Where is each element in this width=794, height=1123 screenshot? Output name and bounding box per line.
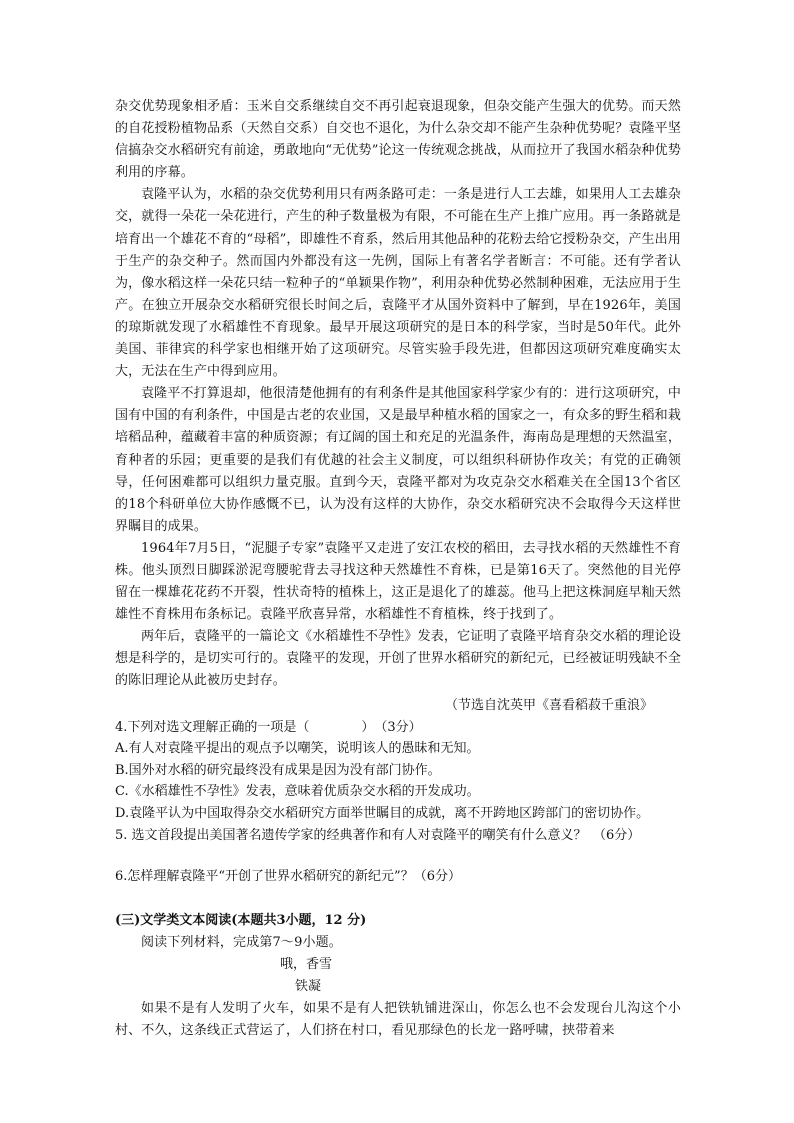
- passage-paragraph-5: 两年后，袁隆平的一篇论文《水稻雄性不孕性》发表，它证明了袁隆平培育杂交水稻的理论设想是科学的，是切实可行的。袁隆平的发现，开创了世界水稻研究的新纪元，已经被证明残缺不全的陈旧理论从此被历史封存。: [115, 629, 681, 689]
- passage-paragraph-4: 1964年7月5日，“泥腿子专家”袁隆平又走进了安江农校的稻田，去寻找水稻的天然雄性不育株。他头顶烈日脚踩淤泥弯腰驼背去寻找这种天然雄性不育株，已是第16天了。突然他的目光停留在一棵雄花花药不开裂，性状奇特的植株上，这正是退化了的雄蕊。他马上把这株洞庭早籼天然雄性不育株用布条标记。袁隆平欣喜异常，水稻雄性不育植株，终于找到了。: [115, 540, 681, 623]
- section-heading: (三)文学类文本阅读(本题共3小题，12 分): [115, 912, 367, 928]
- story-title: 哦，香雪: [280, 956, 333, 972]
- passage-source: （节选自沈英甲《喜看稻菽千重浪》: [444, 697, 653, 713]
- question-4-option-b: B.国外对水稻的研究最终没有成果是因为没有部门协作。: [115, 762, 441, 778]
- answer-space: [115, 846, 681, 866]
- question-4-option-d: D.袁隆平认为中国取得杂交水稻研究方面举世瞩目的成就，离不开跨地区跨部门的密切协作。: [115, 805, 650, 821]
- passage-paragraph-1: 杂交优势现象相矛盾：玉米自交系继续自交不再引起衰退现象，但杂交能产生强大的优势。而天然的自花授粉植物品系（天然自交系）自交也不退化，为什么杂交却不能产生杂种优势呢？袁隆平坚信搞杂交水稻研究有前途，勇敢地向“无优势”论这一传统观念挑战，从而拉开了我国水稻杂种优势利用的序幕。: [115, 99, 681, 181]
- story-opening-paragraph: 如果不是有人发明了火车，如果不是有人把铁轨铺进深山，你怎么也不会发现台儿沟这个小村、不久，这条线正式营运了，人们挤在村口，看见那绿色的长龙一路呼啸，挟带着来: [115, 1000, 681, 1038]
- question-4-stem: 4.下列对选文理解正确的一项是（ ） （3分）: [115, 719, 422, 735]
- question-4-option-a: A.有人对袁隆平提出的观点予以嘲笑，说明该人的愚昧和无知。: [115, 741, 480, 757]
- question-4-option-c: C.《水稻雄性不孕性》发表，意味着优质杂交水稻的开发成功。: [115, 784, 480, 800]
- document-body: [115, 96, 681, 1042]
- passage-paragraph-2: 袁隆平认为，水稻的杂交优势利用只有两条路可走：一条是进行人工去雄，如果用人工去雄杂交，就得一朵花一朵花进行，产生的种子数量极为有限，不可能在生产上推广应用。再一条路就是培育出一个雄花不育的“母稻”，即雄性不育系，然后用其他品种的花粉去给它授粉杂交，产生出用于生产的杂交种子。然而国内外都没有这一先例，国际上有著名学者断言：不可能。还有学者认为，像水稻这样一朵花只结一粒种子的“单颖果作物”，利用杂种优势必然制种困难，无法应用于生产。在独立开展杂交水稻研究很长时间之后，袁隆平才从国外资料中了解到，早在1926年，美国的琼斯就发现了水稻雄性不育现象。最早开展这项研究的是日本的科学家，当时是50年代。此外美国、菲律宾的科学家也相继开始了这项研究。尽管实验手段先进，但都因这项研究难度确实太大，无法在生产中得到应用。: [115, 187, 681, 380]
- section-instruction: 阅读下列材料，完成第7～9小题。: [141, 934, 342, 950]
- question-6: 6.怎样理解袁隆平“开创了世界水稻研究的新纪元”？（6分）: [115, 869, 461, 885]
- answer-space: [115, 888, 681, 910]
- passage-paragraph-3: 袁隆平不打算退却，他很清楚他拥有的有利条件是其他国家科学家少有的：进行这项研究，中国有中国的有利条件，中国是古老的农业国，又是最早种植水稻的国家之一，有众多的野生稻和栽培稻品种，蕴藏着丰富的种质资源；有辽阔的国土和充足的光温条件，海南岛是理想的天然温室，育种者的乐园；更重要的是我们有优越的社会主义制度，可以组织科研协作攻关；有党的正确领导，任何困难都可以组织力量克服。直到今天，袁隆平都对为攻克杂交水稻难关在全国13个省区的18个科研单位大协作感慨不已，认为没有这样的大协作，杂交水稻研究决不会取得今天这样世界瞩目的成果。: [115, 386, 681, 534]
- story-author: 铁凝: [295, 978, 322, 994]
- question-5: 5. 选文首段提出美国著名遗传学家的经典著作和有人对袁隆平的嘲笑有什么意义？ （6分）: [115, 827, 641, 843]
